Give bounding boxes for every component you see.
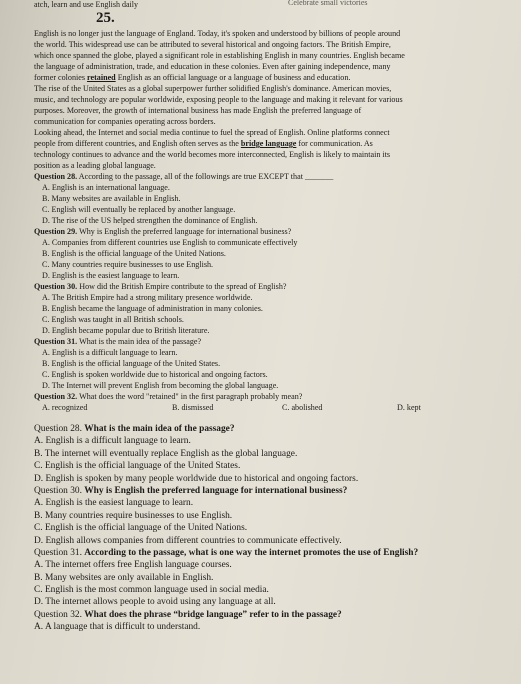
top-strip — [0, 0, 521, 12]
option: C. Many countries require businesses to use English. — [42, 260, 214, 269]
option: B. English is the official language of the United States. — [42, 359, 221, 368]
option: D. kept — [397, 403, 421, 412]
passage-text: people from different countries, and English often serves as the — [34, 139, 241, 148]
option: D. The rise of the US helped strengthen the dominance of English. — [42, 216, 258, 225]
option: A. A language that is difficult to understand. — [34, 622, 201, 633]
passage-line: which once spanned the globe, played a significant role in establishing English in many countries. English became — [34, 51, 405, 60]
question-32-top: Question 32. What does the word "retained" in the first paragraph probably mean? — [34, 392, 303, 401]
keyword-retained: retained — [87, 73, 116, 82]
option: A. recognized — [42, 403, 88, 412]
passage-line: position as a leading global language. — [34, 161, 156, 170]
passage-text: former colonies — [34, 73, 88, 82]
option: A. English is the easiest language to learn. — [34, 498, 194, 509]
passage-line — [0, 72, 521, 83]
option: B. English is the official language of the United Nations. — [42, 249, 226, 258]
passage-line: The rise of the United States as a global superpower further solidified English's dominance. American movies, — [34, 84, 392, 93]
option: C. English is the official language of the United States. — [34, 461, 241, 472]
option: D. The Internet will prevent English from becoming the global language. — [42, 381, 279, 390]
question-29-top: Question 29. Why is English the preferred language for international business? — [34, 227, 292, 236]
passage-text: for communication. As — [296, 139, 373, 148]
option: A. English is an international language. — [42, 183, 170, 192]
passage-line: English is no longer just the language of England. Today, it's spoken and understood by billions of people around — [34, 29, 401, 38]
page-number: 25. — [96, 10, 115, 26]
option: D. English became popular due to British literature. — [42, 326, 210, 335]
question-30-top: Question 30. How did the British Empire contribute to the spread of English? — [34, 282, 287, 291]
option: B. Many websites are only available in English. — [34, 572, 214, 583]
option: A. The British Empire had a strong military presence worldwide. — [42, 293, 253, 302]
passage-line — [0, 138, 521, 149]
option: D. English is the easiest language to learn. — [42, 271, 180, 280]
passage-line: purposes. Moreover, the growth of international business has made English the preferred language of — [34, 106, 362, 115]
passage-text: English as an official language or a language of business and education. — [115, 73, 351, 82]
question-32-bottom: Question 32. What does the phrase “bridge language” refer to in the passage? — [34, 609, 342, 620]
question-31-bottom: Question 31. According to the passage, what is one way the internet promotes the use of English? — [34, 547, 419, 558]
option: A. English is a difficult language to learn. — [34, 436, 191, 447]
passage-line: Looking ahead, the Internet and social media continue to fuel the spread of English. Online platforms connect — [34, 128, 390, 137]
option: B. The internet will eventually replace English as the global language. — [34, 448, 298, 459]
header-motto-right: Celebrate small victories — [288, 0, 368, 7]
option: C. English was taught in all British schools. — [42, 315, 184, 324]
question-31-top: Question 31. What is the main idea of the passage? — [34, 337, 202, 346]
option: D. English allows companies from different countries to communicate effectively. — [34, 535, 342, 546]
question-28-bottom: Question 28. What is the main idea of the passage? — [34, 424, 235, 434]
passage-line: technology continues to advance and the world becomes more interconnected, English is likely to maintain its — [34, 150, 391, 159]
question-30-bottom: Question 30. Why is English the preferred language for international business? — [34, 485, 348, 496]
passage-line: the language of administration, trade, and education in these colonies. Even after gaining independence, many — [34, 62, 391, 71]
option: C. English is spoken worldwide due to historical and ongoing factors. — [42, 370, 268, 379]
option: B. English became the language of administration in many colonies. — [42, 304, 263, 313]
passage-line: music, and technology are popular worldwide, exposing people to the language and making it relevant for various — [34, 95, 403, 104]
bottom-questions — [0, 423, 521, 634]
keyword-bridge-language: bridge language — [240, 139, 297, 148]
option-row — [0, 402, 521, 413]
content — [0, 28, 521, 634]
option: C. English will eventually be replaced by another language. — [42, 205, 236, 214]
option: C. English is the official language of the United Nations. — [34, 523, 248, 534]
option: A. The internet offers free English language courses. — [34, 560, 232, 571]
option: D. The internet allows people to avoid using any language at all. — [34, 597, 276, 608]
option: B. dismissed — [172, 403, 214, 412]
option: B. Many countries require businesses to use English. — [34, 510, 233, 521]
passage-line: communication for companies operating across borders. — [34, 117, 216, 126]
passage-line: the world. This widespread use can be attributed to several historical and ongoing factors. The British Empire, — [34, 40, 391, 49]
option: C. English is the most common language used in social media. — [34, 585, 269, 596]
header-motto-left: atch, learn and use English daily — [34, 0, 138, 9]
question-28-top: Question 28. According to the passage, all of the followings are true EXCEPT that _______ — [34, 172, 334, 181]
option: A. English is a difficult language to learn. — [42, 348, 178, 357]
option: B. Many websites are available in English. — [42, 194, 181, 203]
option: D. English is spoken by many people worldwide due to historical and ongoing factors. — [34, 473, 359, 484]
option: A. Companies from different countries use English to communicate effectively — [42, 238, 298, 247]
option: C. abolished — [282, 403, 323, 412]
